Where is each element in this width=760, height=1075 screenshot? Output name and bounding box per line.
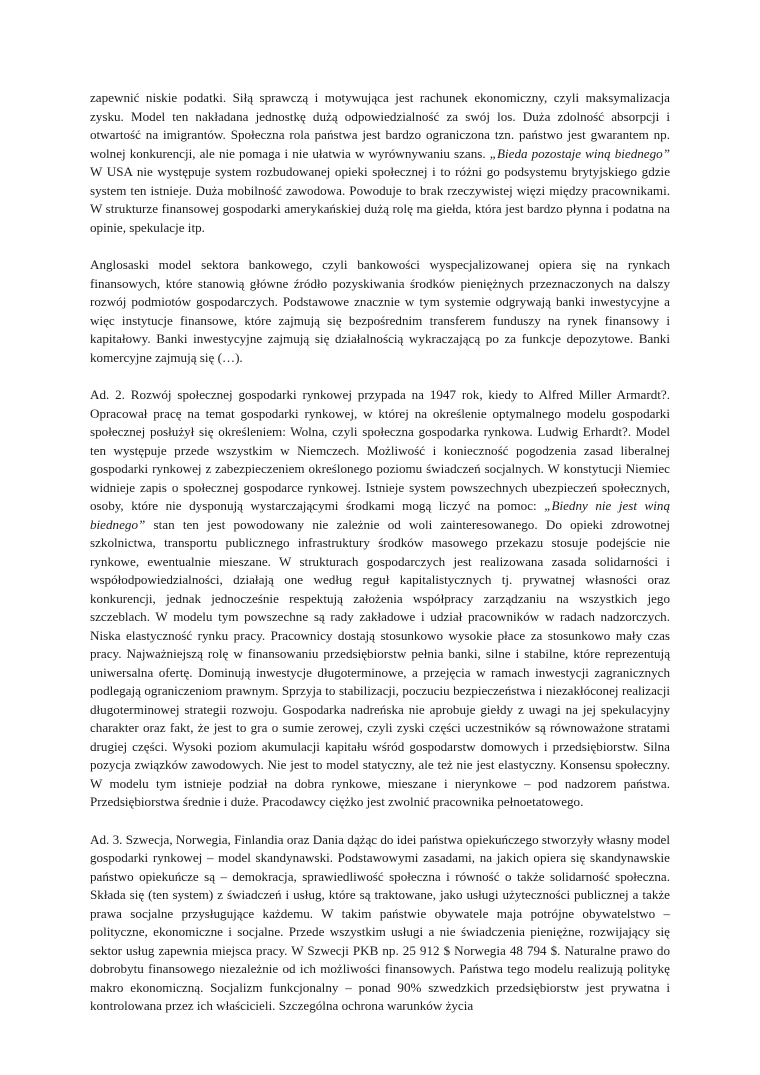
paragraph-1-quote: „Bieda pozostaje winą biednego” — [489, 145, 670, 161]
paragraph-3-quote: „Biedny nie jest winą biednego” — [90, 498, 670, 532]
document-page — [90, 89, 670, 1035]
paragraph-2: Anglosaski model sektora bankowego, czyli bankowości wyspecjalizowanej opiera się na rynkach finansowych, które stanowią główne źródło pozyskiwania środków pieniężnych przeznaczonych na dalszy rozwój podmiotów gospodarczych. Podstawowe znacznie w tym systemie odgrywają banki inwestycyjne a więc instytucje finansowe, które zajmują się bezpośrednim transferem funduszy na rynek finansowy i kapitałowy. Banki inwestycyjne zajmują się działalnością wykraczającą po za funkcje depozytowe. Banki komercyjne zajmują się (…). — [90, 257, 670, 365]
paragraph-1 — [90, 89, 670, 237]
paragraph-1-text-b: W USA nie występuje system rozbudowanej opieki społecznej i to różni go podsystemu brytyjskiego gdzie system ten istnieje. Duża mobilność zawodowa. Powoduje to brak rzeczywistej więzi między pracownikami. W strukturze finansowej gospodarki amerykańskiej dużą rolę ma giełda, która jest bardzo płynna i podatna na opinie, spekulacje itp. — [90, 164, 670, 235]
paragraph-3 — [90, 386, 670, 812]
paragraph-4: Ad. 3. Szwecja, Norwegia, Finlandia oraz Dania dążąc do idei państwa opiekuńczego stworzyły własny model gospodarki rynkowej – model skandynawski. Podstawowymi zasadami, na jakich opiera się skandynawskie państwo opiekuńcze są – demokracja, sprawiedliwość społeczna i równość o także solidarność społeczna. Składa się (ten system) z świadczeń i usług, które są traktowane, jako usługi użyteczności publicznej a także prawa socjalne przysługujące każdemu. W takim państwie obywatele maja potrójne obywatelstwo – polityczne, ekonomiczne i socjalne. Przede wszystkim usługi a nie świadczenia pieniężne, rozwijający się sektor usług zapewnia miejsca pracy. W Szwecji PKB np. 25 912 $ Norwegia 48 794 $. Naturalne prawo do dobrobytu finansowego niezależnie od ich możliwości finansowych. Państwa tego modelu realizują politykę makro ekonomiczną. Socjalizm funkcjonalny – ponad 90% szwedzkich przedsiębiorstw jest prywatna i kontrolowana przez ich właścicieli. Szczególna ochrona warunków życia — [90, 831, 670, 1013]
paragraph-3-text-a: Ad. 2. Rozwój społecznej gospodarki rynkowej przypada na 1947 rok, kiedy to Alfred Miller Armardt?. Opracował pracę na temat gospodarki rynkowej, w której na określenie optymalnego modelu gospodarki społecznej posłużył się określeniem: Wolna, czyli społeczna gospodarka rynkowa. Ludwig Erhardt?. Model ten występuje przede wszystkim w Niemczech. Możliwość i konieczność pogodzenia zasad liberalnej gospodarki rynkowej z zabezpieczeniem określonego poziomu świadczeń socjalnych. W konstytucji Niemiec widnieje zapis o społecznej gospodarce rynkowej. Istnieje system powszechnych ubezpieczeń społecznych, osoby, które nie dysponują wystarczającymi środkami mogą liczyć na pomoc: — [90, 387, 670, 513]
paragraph-1-text-a: zapewnić niskie podatki. Siłą sprawczą i motywująca jest rachunek ekonomiczny, czyli maksymalizacja zysku. Model ten nakładana jednostkę dużą odpowiedzialność za swój los. Duża zdolność absorpcji i otwartość na imigrantów. Społeczna rola państwa jest bardzo ograniczona tzn. państwo jest gwarantem np. wolnej konkurencji, ale nie pomaga i nie ułatwia w wyrównywaniu szans. — [90, 90, 670, 161]
paragraph-3-text-b: stan ten jest powodowany nie zależnie od woli zainteresowanego. Do opieki zdrowotnej szkolnictwa, transportu publicznego infrastruktury środków masowego przekazu stosuje podejście nie rynkowe, ewentualnie mieszane. W strukturach gospodarczych jest realizowana zasada solidarności i współodpowiedzialności, działają one według reguł kapitalistycznych tj. prywatnej własności oraz konkurencji, jednak jednocześnie respektują założenia współpracy zarządzaniu na wszystkich jego szczeblach. W modelu tym powszechne są rady zakładowe i udział pracowników w radach nadzorczych. Niska elastyczność rynku pracy. Pracownicy dostają stosunkowo wysokie płace za stosunkowo mały czas pracy. Najważniejszą rolę w finansowaniu przedsiębiorstw pełnia banki, silne i stabilne, które reprezentują uniwersalna ofertę. Dominują inwestycje długoterminowe, a przejęcia w ramach inwestycji zagranicznych podlegają ograniczeniom prawnym. Sprzyja to stabilizacji, poczuciu bezpieczeństwa i niezakłóconej realizacji długoterminowej strategii rozwoju. Gospodarka nadreńska nie aprobuje giełdy z uwagi na jej spekulacyjny charakter oraz fakt, że jest to gra o sumie zerowej, czyli zyski części uczestników są równoważone stratami drugiej części. Wysoki poziom akumulacji kapitału wśród gospodarstw domowych i przedsiębiorstw. Silna pozycja związków zawodowych. Nie jest to model statyczny, ale też nie jest elastyczny. Konsensu społeczny. W modelu tym istnieje podział na dobra rynkowe, mieszane i nierynkowe – pod nadzorem państwa. Przedsiębiorstwa średnie i duże. Pracodawcy ciężko jest zwolnić pracownika pełnoetatowego. — [90, 516, 670, 809]
